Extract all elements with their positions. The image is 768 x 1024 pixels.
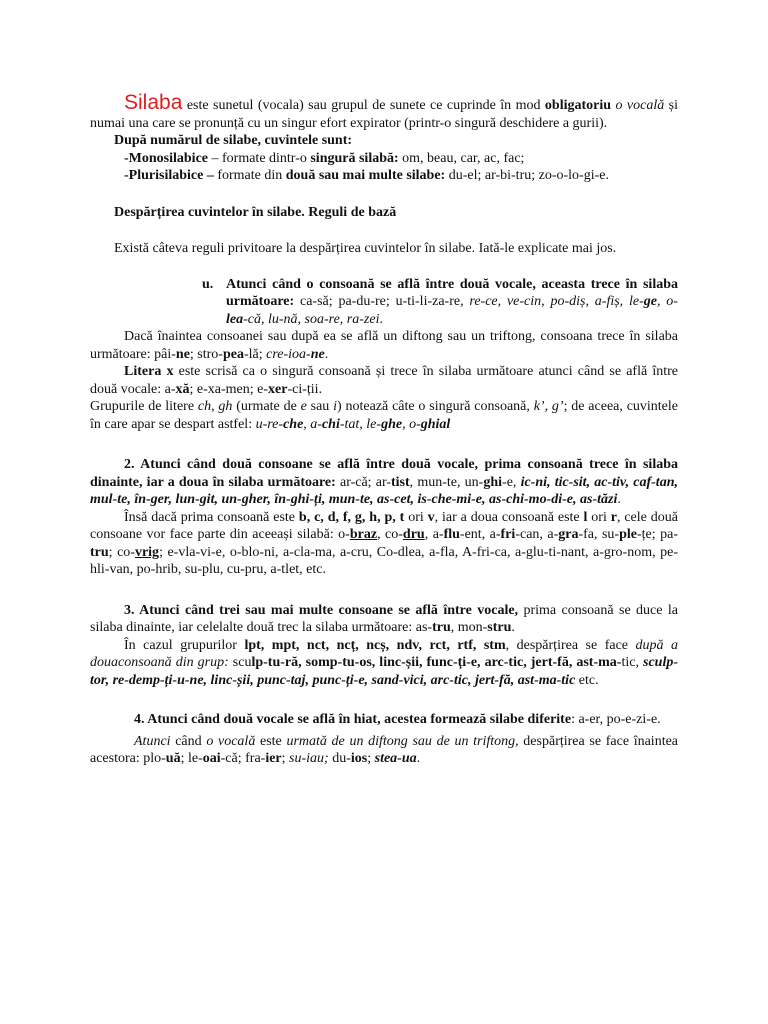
section-intro: Există câteva reguli privitoare la despărțirea cuvintelor în silabe. Iată-le explicate mai jos.: [114, 241, 617, 256]
rule-1-number: u.: [202, 276, 214, 292]
rule-1-text: Atunci când o consoană se află între două vocale, aceasta trece în silaba următoare: ca-să; pa-du-re; u-ti-li-za-re, re-ce, ve-cin, po-diș, a-fiș, le-ge, o-lea-că, lu-nă, soa-re, ra-zei.: [226, 276, 678, 327]
rule-3-paragraph: 3. Atunci când trei sau mai multe consoane se află între vocale, prima consoană se duce la silaba dinainte, iar celelalte două trec la silaba următoare: as-tru, mon-stru.: [90, 602, 678, 635]
classification-heading: După numărul de silabe, cuvintele sunt:: [114, 133, 353, 148]
rule-1: [202, 276, 678, 329]
rule-2-paragraph: 2. Atunci când două consoane se află între două vocale, prima consoană trece în silaba dinainte, iar a doua în silaba următoare: ar-că; ar-tist, mun-te, un-ghi-e, ic-ni, tic-sit, ac-tiv, caf-tan, mul-te, în-ger, lun-git, un-gher, în-ghi-ți, mun-te, as-cet, is-che-mi-e, as-chi-mo-di-e, as-tăzi.: [90, 457, 678, 507]
rule-1-diphthong-paragraph: Dacă înaintea consoanei sau după ea se află un diftong sau un triftong, consoana trece în silaba următoare: pâi-ne; stro-pea-lă; cre-ioa-ne.: [90, 329, 678, 362]
document-page: [90, 91, 679, 768]
rule-1-letter-x-paragraph: Litera x este scrisă ca o singură consoană și trece în silaba următoare atunci când se află între două vocale: a-xă; e-xa-men; e-xer-ci-ții.: [90, 364, 678, 397]
rule-4-paragraph: 4. Atunci când două vocale se află în hiat, acestea formează silabe diferite: a-er, po-e-zi-e.: [134, 712, 661, 727]
rule-2-exception-paragraph: Însă dacă prima consoană este b, c, d, f, g, h, p, t ori v, iar a doua consoană este l ori r, cele două consoane vor face parte din aceeași silabă: o-braz, co-dru, a-flu-ent, a-fri-can, a-gra-fa, su-ple-țe; pa-tru; co-vrig; e-vla-vi-e, o-blo-ni, a-cla-ma, a-cru, Co-dlea, a-fla, A-fri-ca, a-glu-ti-nant, a-gro-nom, pe-hli-van, po-hrib, su-plu, cu-pru, a-tlet, etc.: [90, 509, 679, 577]
plurisyllabic-line: -Plurisilabice – formate din două sau mai multe silabe: du-el; ar-bi-tru; zo-o-lo-gi-e.: [124, 168, 609, 183]
rule-4-diphthong-paragraph: Atunci când o vocală este urmată de un diftong sau de un triftong, despărțirea se face înaintea acestora: plo-uă; le-oai-că; fra-ier; su-iau; du-ios; stea-ua.: [90, 733, 679, 766]
rule-1-letter-groups-paragraph: Grupurile de litere ch, gh (urmate de e sau i) notează câte o singură consoană, k’, g’; de aceea, cuvintele în care apar se despart astfel: u-re-che, a-chi-tat, le-ghe, o-ghial: [90, 399, 679, 432]
rule-3-groups-paragraph: În cazul grupurilor lpt, mpt, nct, ncț, ncș, ndv, rct, rtf, stm, despărțirea se face după a douaconsoană din grup: sculp-tu-ră, somp-tu-os, linc-șii, func-ți-e, arc-tic, jert-fă, ast-ma-tic, sculp-tor, re-demp-ți-u-ne, linc-șii, punc-taj, punc-ți-e, sand-vici, arc-tic, jert-fă, ast-ma-tic etc.: [90, 637, 679, 688]
document-title: Silaba: [124, 91, 183, 114]
section-heading: Despărțirea cuvintelor în silabe. Reguli de bază: [114, 204, 397, 220]
intro-paragraph: Silaba este sunetul (vocala) sau grupul de sunete ce cuprinde în mod obligatoriu o vocală și numai una care se pronunță cu un singur efort expirator (printr-o singură deschidere a gurii).: [90, 91, 678, 131]
monosyllabic-line: -Monosilabice – formate dintr-o singură silabă: om, beau, car, ac, fac;: [124, 150, 525, 166]
